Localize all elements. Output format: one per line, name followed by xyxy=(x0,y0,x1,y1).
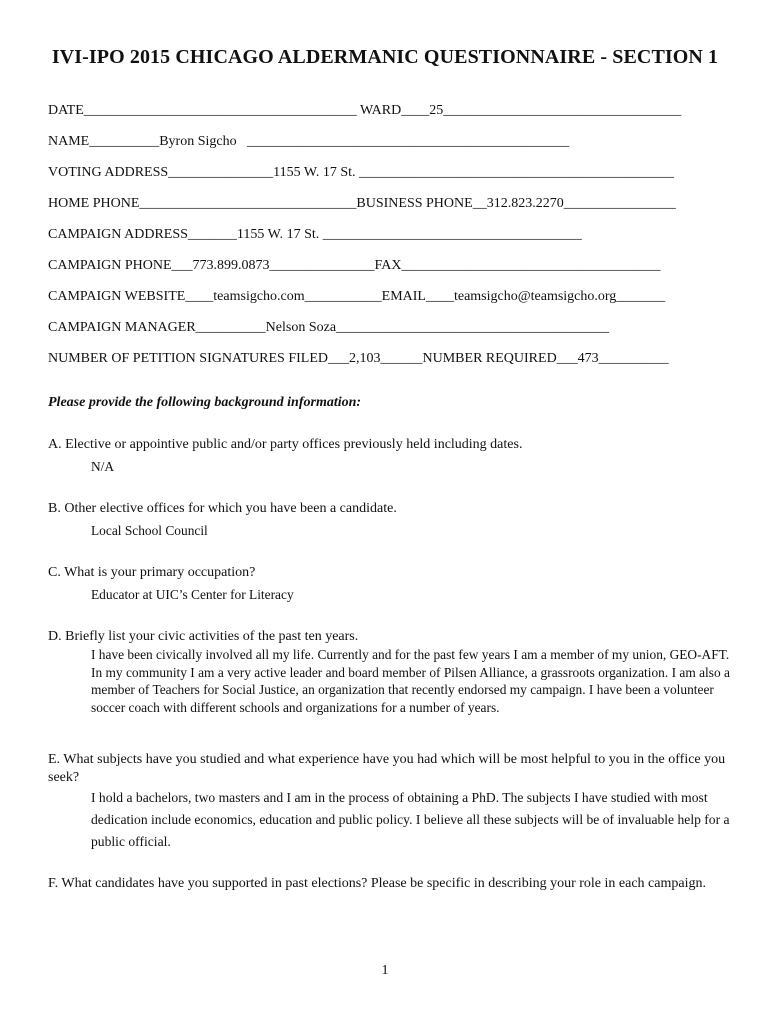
campaign-manager-field: CAMPAIGN MANAGER__________Nelson Soza_______________________________________ xyxy=(48,320,610,335)
petition-signatures-field: NUMBER OF PETITION SIGNATURES FILED___2,103______NUMBER REQUIRED___473__________ xyxy=(48,351,669,366)
question-a: A. Elective or appointive public and/or party offices previously held including dates. xyxy=(48,437,523,452)
date-ward-field: DATE_______________________________________ WARD____25__________________________________ xyxy=(48,103,682,118)
question-d: D. Briefly list your civic activities of the past ten years. xyxy=(48,629,359,644)
answer-e: I hold a bachelors, two masters and I am in the process of obtaining a PhD. The subjects I have studied with most dedication include economics, education and public policy. I believe all these subjects will be of invaluable help for a public official. xyxy=(91,790,730,849)
answer-c: Educator at UIC’s Center for Literacy xyxy=(91,587,294,602)
intro-instruction: Please provide the following background information: xyxy=(48,395,362,410)
answer-b: Local School Council xyxy=(91,523,208,538)
name-field: NAME__________Byron Sigcho ______________________________________________ xyxy=(48,134,570,149)
campaign-phone-fax-field: CAMPAIGN PHONE___773.899.0873_______________FAX_____________________________________ xyxy=(48,258,661,273)
page-title: IVI-IPO 2015 CHICAGO ALDERMANIC QUESTIONNAIRE - SECTION 1 xyxy=(51,46,719,68)
question-e: E. What subjects have you studied and what experience have you had which will be most helpful to you in the office you seek? xyxy=(48,752,726,785)
page-number: 1 xyxy=(381,963,389,978)
question-b: B. Other elective offices for which you have been a candidate. xyxy=(48,501,397,516)
voting-address-field: VOTING ADDRESS_______________1155 W. 17 St. _____________________________________________ xyxy=(48,165,675,180)
answer-a: N/A xyxy=(91,459,115,474)
campaign-address-field: CAMPAIGN ADDRESS_______1155 W. 17 St. _____________________________________ xyxy=(48,227,582,242)
campaign-website-email-field: CAMPAIGN WEBSITE____teamsigcho.com___________EMAIL____teamsigcho@teamsigcho.org_______ xyxy=(48,289,666,304)
phone-fields: HOME PHONE_______________________________BUSINESS PHONE__312.823.2270________________ xyxy=(48,196,676,211)
answer-d: I have been civically involved all my life. Currently and for the past few years I am a member of my union, GEO-AFT. In my community I am a very active leader and board member of Pilsen Alliance, a grassroots organization. I am also a member of Teachers for Social Justice, an organization that recently endorsed my campaign. I have been a volunteer soccer coach with different schools and organizations for a number of years. xyxy=(91,647,730,715)
question-c: C. What is your primary occupation? xyxy=(48,565,256,580)
question-f: F. What candidates have you supported in past elections? Please be specific in describing your role in each campaign. xyxy=(48,876,706,891)
